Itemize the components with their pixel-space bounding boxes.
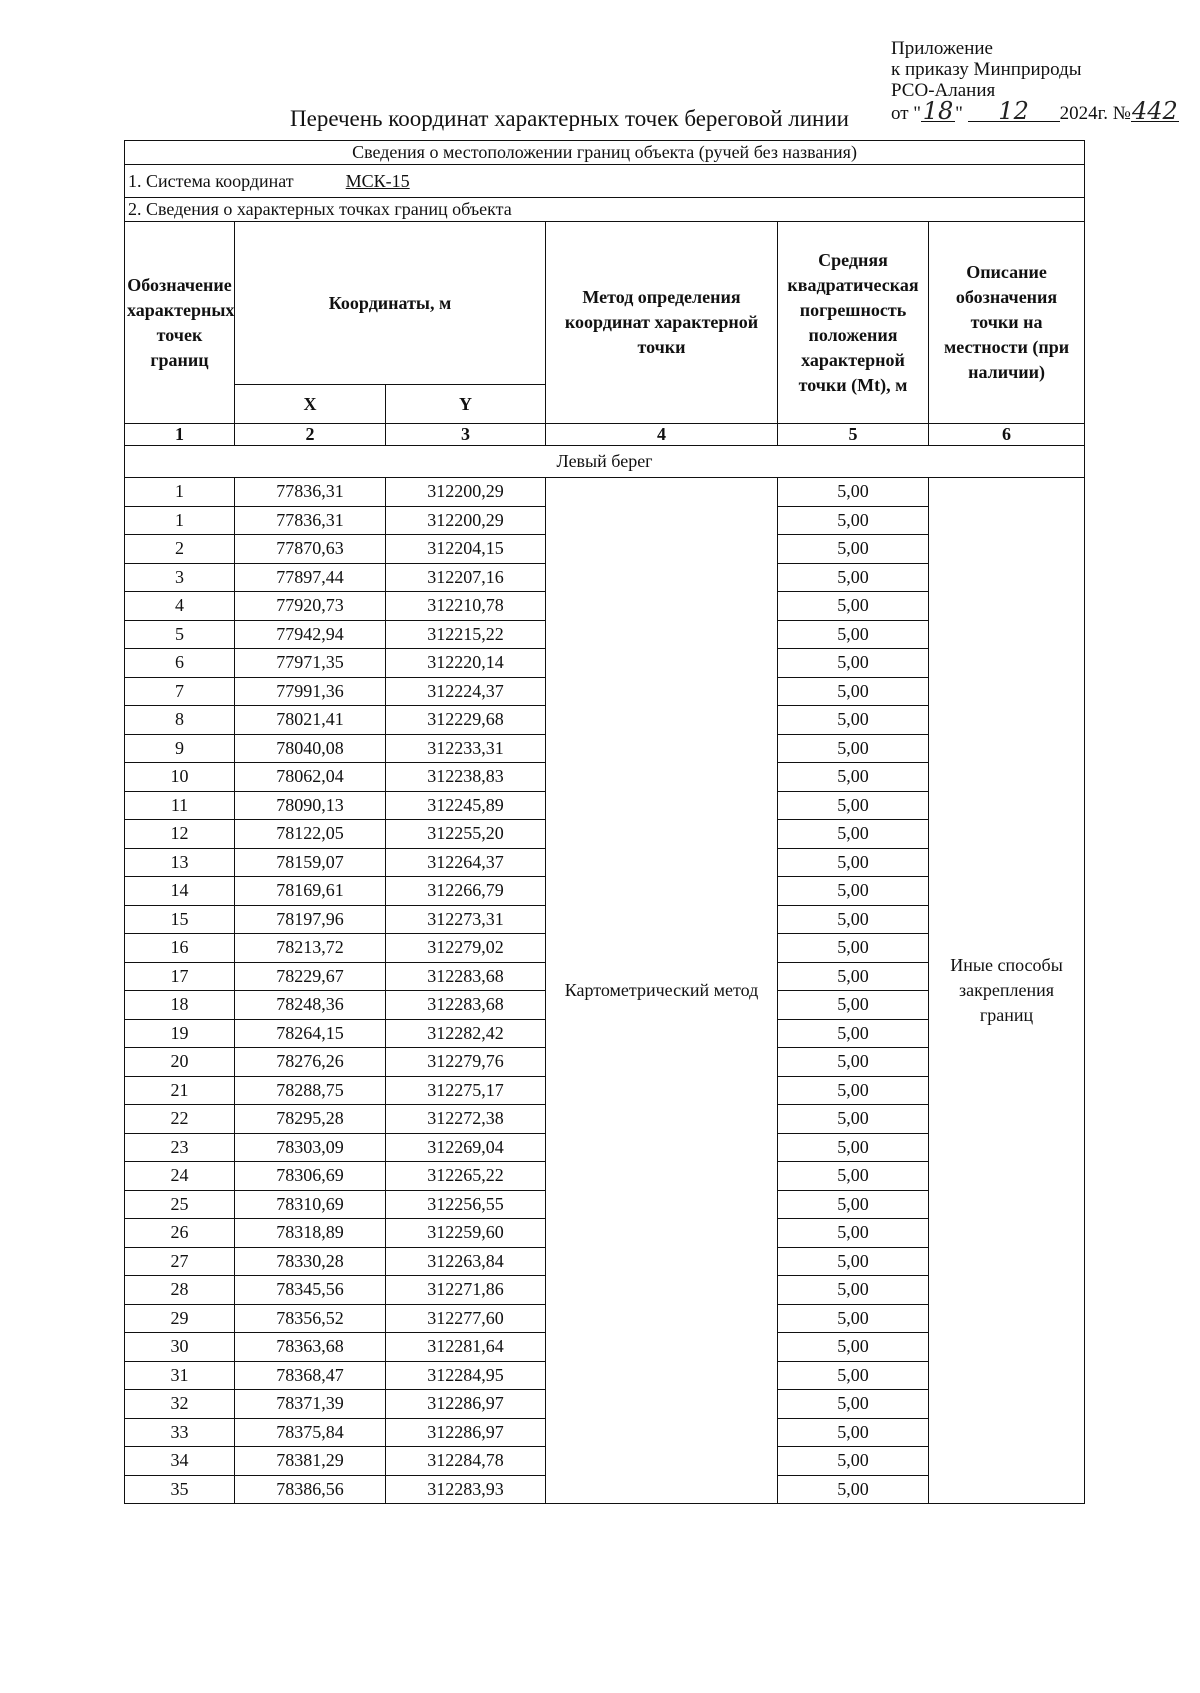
object-info-row: Сведения о местоположении границ объекта (ручей без названия) xyxy=(125,141,1085,165)
point-number: 29 xyxy=(125,1304,235,1333)
coord-x: 77897,44 xyxy=(235,563,386,592)
point-number: 3 xyxy=(125,563,235,592)
mean-error: 5,00 xyxy=(778,1019,929,1048)
coord-x: 78306,69 xyxy=(235,1162,386,1191)
mean-error: 5,00 xyxy=(778,506,929,535)
coord-x: 78345,56 xyxy=(235,1276,386,1305)
coord-x: 78090,13 xyxy=(235,791,386,820)
coord-y: 312207,16 xyxy=(386,563,546,592)
point-number: 4 xyxy=(125,592,235,621)
mean-error: 5,00 xyxy=(778,1333,929,1362)
point-number: 5 xyxy=(125,620,235,649)
coord-x: 78062,04 xyxy=(235,763,386,792)
mean-error: 5,00 xyxy=(778,791,929,820)
coord-system-row xyxy=(125,165,1085,198)
point-number: 6 xyxy=(125,649,235,678)
coord-x: 78248,36 xyxy=(235,991,386,1020)
mean-error: 5,00 xyxy=(778,592,929,621)
point-number: 11 xyxy=(125,791,235,820)
coord-y: 312279,76 xyxy=(386,1048,546,1077)
point-number: 1 xyxy=(125,506,235,535)
coord-x: 78276,26 xyxy=(235,1048,386,1077)
mean-error: 5,00 xyxy=(778,1219,929,1248)
coord-y: 312233,31 xyxy=(386,734,546,763)
coord-x: 78381,29 xyxy=(235,1447,386,1476)
mean-error: 5,00 xyxy=(778,1105,929,1134)
point-number: 19 xyxy=(125,1019,235,1048)
coord-y: 312245,89 xyxy=(386,791,546,820)
coord-y: 312210,78 xyxy=(386,592,546,621)
point-number: 2 xyxy=(125,535,235,564)
coord-y: 312200,29 xyxy=(386,478,546,507)
coord-x: 78169,61 xyxy=(235,877,386,906)
coord-y: 312283,93 xyxy=(386,1475,546,1504)
handwritten-month: 12 xyxy=(968,101,1060,122)
coord-system-label: 1. Система координат xyxy=(128,170,294,191)
coord-y: 312284,95 xyxy=(386,1361,546,1390)
point-number: 32 xyxy=(125,1390,235,1419)
coord-x: 78356,52 xyxy=(235,1304,386,1333)
header-mean-error: Средняя квадратическая погрешность положения характерной точки (Mt), м xyxy=(778,222,929,424)
coord-y: 312272,38 xyxy=(386,1105,546,1134)
year-number-label: 2024г. № xyxy=(1059,103,1131,124)
appendix-block xyxy=(891,38,1082,101)
point-number: 33 xyxy=(125,1418,235,1447)
point-number: 27 xyxy=(125,1247,235,1276)
mean-error: 5,00 xyxy=(778,535,929,564)
header-method: Метод определения координат характерной точки xyxy=(546,222,778,424)
section-left-bank: Левый берег xyxy=(125,446,1085,478)
point-number: 23 xyxy=(125,1133,235,1162)
coord-y: 312204,15 xyxy=(386,535,546,564)
point-number: 17 xyxy=(125,962,235,991)
header-description: Описание обозначения точки на местности (при наличии) xyxy=(929,222,1085,424)
coord-x: 78363,68 xyxy=(235,1333,386,1362)
coord-x: 77991,36 xyxy=(235,677,386,706)
coord-y: 312277,60 xyxy=(386,1304,546,1333)
mean-error: 5,00 xyxy=(778,820,929,849)
point-number: 31 xyxy=(125,1361,235,1390)
coord-y: 312283,68 xyxy=(386,991,546,1020)
mean-error: 5,00 xyxy=(778,706,929,735)
coord-y: 312238,83 xyxy=(386,763,546,792)
column-number-5: 5 xyxy=(778,424,929,446)
coord-x: 78375,84 xyxy=(235,1418,386,1447)
coord-x: 78264,15 xyxy=(235,1019,386,1048)
mean-error: 5,00 xyxy=(778,1304,929,1333)
mean-error: 5,00 xyxy=(778,1190,929,1219)
table-row xyxy=(125,478,1085,507)
coord-y: 312275,17 xyxy=(386,1076,546,1105)
mean-error: 5,00 xyxy=(778,1390,929,1419)
header-point-designation: Обозначение характерных точек границ xyxy=(125,222,235,424)
coord-system-value: МСК-15 xyxy=(345,170,410,191)
point-number: 20 xyxy=(125,1048,235,1077)
coord-y: 312286,97 xyxy=(386,1418,546,1447)
mean-error: 5,00 xyxy=(778,934,929,963)
mean-error: 5,00 xyxy=(778,563,929,592)
mean-error: 5,00 xyxy=(778,1276,929,1305)
point-number: 10 xyxy=(125,763,235,792)
coord-y: 312255,20 xyxy=(386,820,546,849)
mean-error: 5,00 xyxy=(778,763,929,792)
coord-x: 78197,96 xyxy=(235,905,386,934)
point-number: 14 xyxy=(125,877,235,906)
point-number: 35 xyxy=(125,1475,235,1504)
points-info-row: 2. Сведения о характерных точках границ объекта xyxy=(125,198,1085,222)
coord-x: 78040,08 xyxy=(235,734,386,763)
mean-error: 5,00 xyxy=(778,677,929,706)
mean-error: 5,00 xyxy=(778,1162,929,1191)
mean-error: 5,00 xyxy=(778,1475,929,1504)
mean-error: 5,00 xyxy=(778,848,929,877)
mean-error: 5,00 xyxy=(778,991,929,1020)
point-number: 26 xyxy=(125,1219,235,1248)
mean-error: 5,00 xyxy=(778,1447,929,1476)
appendix-order-ref: к приказу Минприроды xyxy=(891,59,1082,80)
column-number-2: 2 xyxy=(235,424,386,446)
description-cell: Иные способы закрепления границ xyxy=(929,478,1085,1504)
coord-x: 78122,05 xyxy=(235,820,386,849)
date-prefix: от " xyxy=(891,103,922,124)
point-number: 18 xyxy=(125,991,235,1020)
coord-y: 312284,78 xyxy=(386,1447,546,1476)
mean-error: 5,00 xyxy=(778,1361,929,1390)
appendix-title: Приложение xyxy=(891,38,993,59)
coord-y: 312263,84 xyxy=(386,1247,546,1276)
coord-x: 78159,07 xyxy=(235,848,386,877)
mean-error: 5,00 xyxy=(778,1247,929,1276)
point-number: 7 xyxy=(125,677,235,706)
handwritten-day: 18 xyxy=(922,97,954,125)
handwritten-order-number: 442 xyxy=(1131,97,1178,125)
coord-y: 312273,31 xyxy=(386,905,546,934)
coord-x: 77942,94 xyxy=(235,620,386,649)
coord-y: 312265,22 xyxy=(386,1162,546,1191)
point-number: 9 xyxy=(125,734,235,763)
point-number: 12 xyxy=(125,820,235,849)
coord-x: 78295,28 xyxy=(235,1105,386,1134)
mean-error: 5,00 xyxy=(778,962,929,991)
coord-y: 312286,97 xyxy=(386,1390,546,1419)
point-number: 1 xyxy=(125,478,235,507)
coord-x: 77920,73 xyxy=(235,592,386,621)
coordinates-table xyxy=(124,140,1085,1504)
coord-x: 78368,47 xyxy=(235,1361,386,1390)
coord-y: 312229,68 xyxy=(386,706,546,735)
coord-x: 78213,72 xyxy=(235,934,386,963)
coord-x: 78386,56 xyxy=(235,1475,386,1504)
coord-x: 78330,28 xyxy=(235,1247,386,1276)
coord-x: 78229,67 xyxy=(235,962,386,991)
column-number-3: 3 xyxy=(386,424,546,446)
column-number-1: 1 xyxy=(125,424,235,446)
header-y: Y xyxy=(386,385,546,424)
point-number: 16 xyxy=(125,934,235,963)
coord-y: 312220,14 xyxy=(386,649,546,678)
coord-x: 77836,31 xyxy=(235,478,386,507)
mean-error: 5,00 xyxy=(778,649,929,678)
coord-x: 77870,63 xyxy=(235,535,386,564)
coord-y: 312264,37 xyxy=(386,848,546,877)
coord-y: 312224,37 xyxy=(386,677,546,706)
point-number: 30 xyxy=(125,1333,235,1362)
mean-error: 5,00 xyxy=(778,734,929,763)
mean-error: 5,00 xyxy=(778,1048,929,1077)
coord-y: 312282,42 xyxy=(386,1019,546,1048)
coord-y: 312266,79 xyxy=(386,877,546,906)
appendix-region: РСО-Алания xyxy=(891,80,996,101)
point-number: 28 xyxy=(125,1276,235,1305)
coord-y: 312215,22 xyxy=(386,620,546,649)
coord-y: 312256,55 xyxy=(386,1190,546,1219)
coord-x: 78303,09 xyxy=(235,1133,386,1162)
mean-error: 5,00 xyxy=(778,1076,929,1105)
mean-error: 5,00 xyxy=(778,478,929,507)
point-number: 8 xyxy=(125,706,235,735)
point-number: 25 xyxy=(125,1190,235,1219)
coord-y: 312269,04 xyxy=(386,1133,546,1162)
method-cell: Картометрический метод xyxy=(546,478,778,1504)
mean-error: 5,00 xyxy=(778,1418,929,1447)
mean-error: 5,00 xyxy=(778,1133,929,1162)
coord-x: 77971,35 xyxy=(235,649,386,678)
point-number: 34 xyxy=(125,1447,235,1476)
coord-x: 78021,41 xyxy=(235,706,386,735)
coord-y: 312281,64 xyxy=(386,1333,546,1362)
header-x: X xyxy=(235,385,386,424)
point-number: 13 xyxy=(125,848,235,877)
coord-x: 78288,75 xyxy=(235,1076,386,1105)
coord-y: 312283,68 xyxy=(386,962,546,991)
point-number: 22 xyxy=(125,1105,235,1134)
document-title: Перечень координат характерных точек береговой линии xyxy=(290,106,849,131)
header-coordinates: Координаты, м xyxy=(235,222,546,385)
point-number: 15 xyxy=(125,905,235,934)
coord-y: 312259,60 xyxy=(386,1219,546,1248)
coord-x: 78318,89 xyxy=(235,1219,386,1248)
coord-y: 312279,02 xyxy=(386,934,546,963)
column-number-4: 4 xyxy=(546,424,778,446)
point-number: 21 xyxy=(125,1076,235,1105)
mean-error: 5,00 xyxy=(778,877,929,906)
point-number: 24 xyxy=(125,1162,235,1191)
coord-x: 77836,31 xyxy=(235,506,386,535)
order-date-number xyxy=(891,97,1179,125)
column-number-6: 6 xyxy=(929,424,1085,446)
coord-y: 312271,86 xyxy=(386,1276,546,1305)
date-quote: " xyxy=(955,103,963,124)
mean-error: 5,00 xyxy=(778,620,929,649)
coord-x: 78371,39 xyxy=(235,1390,386,1419)
coord-x: 78310,69 xyxy=(235,1190,386,1219)
mean-error: 5,00 xyxy=(778,905,929,934)
coord-y: 312200,29 xyxy=(386,506,546,535)
